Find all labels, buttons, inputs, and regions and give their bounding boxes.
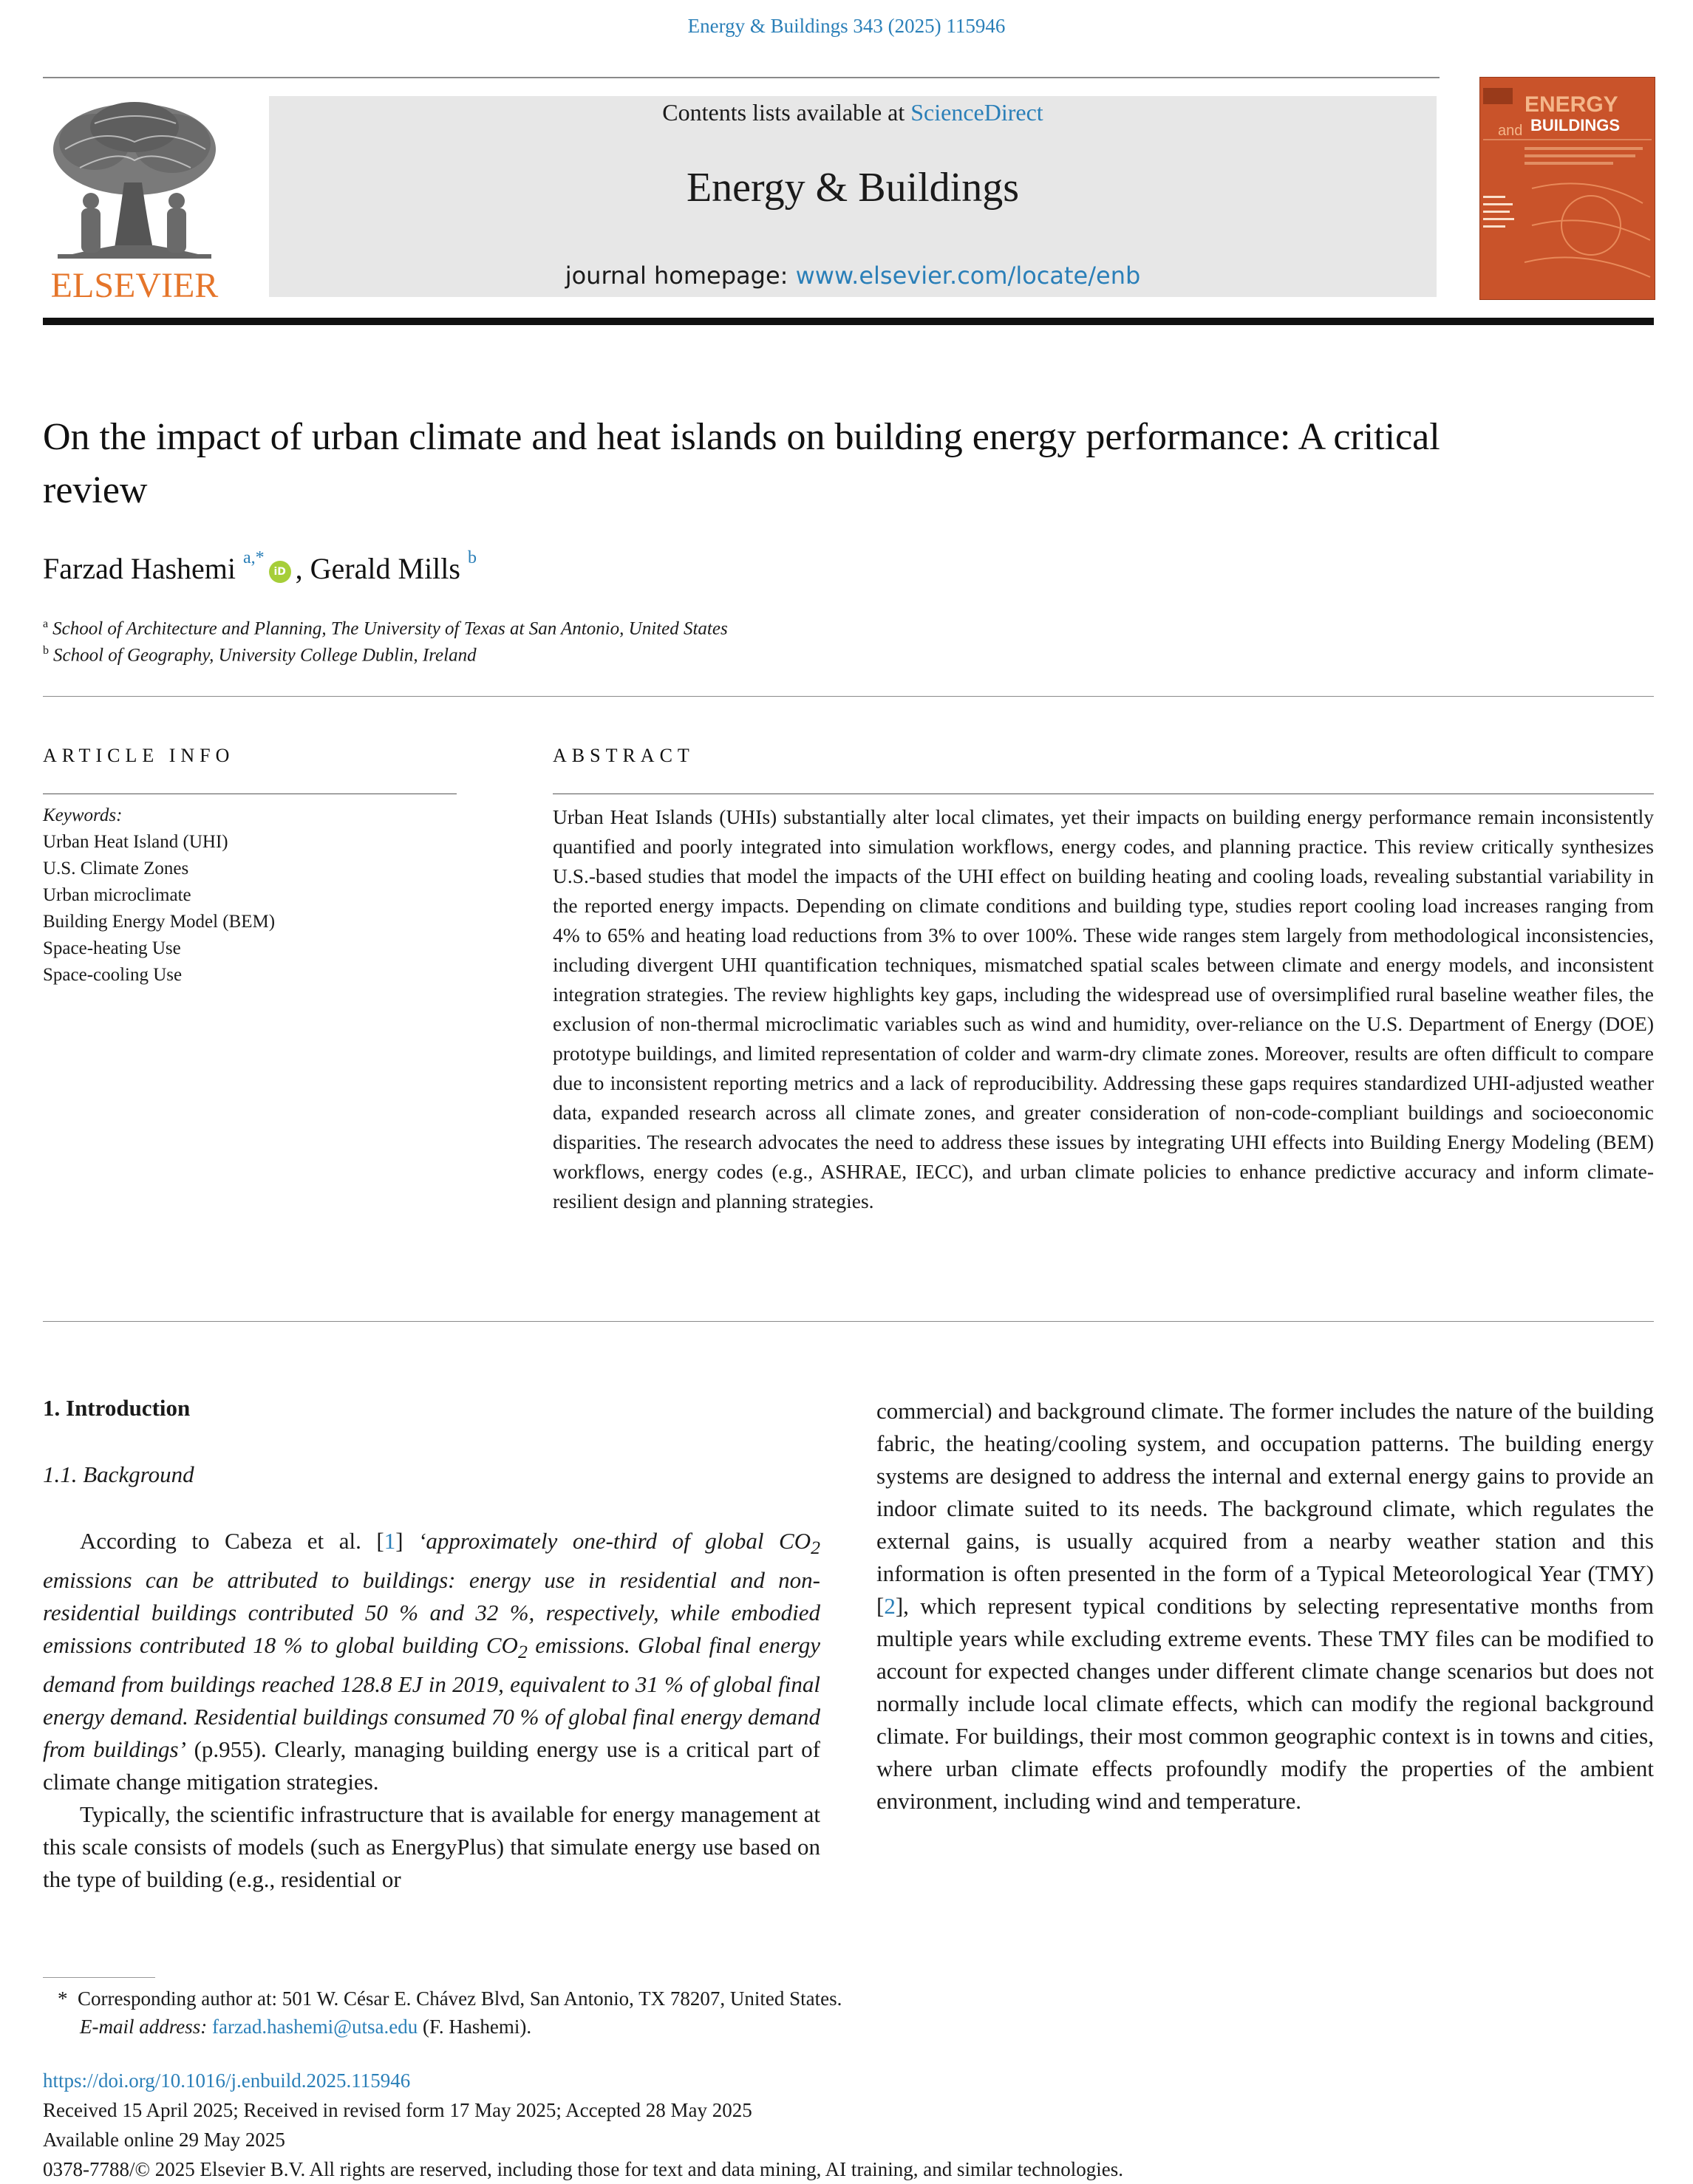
- paragraph: Typically, the scientific infrastructure that is available for energy management at this scale consists of models (such as EnergyPlus) that simulate energy use based on the type of building (e.g., residential or: [43, 1801, 820, 1893]
- article-dates: Received 15 April 2025; Received in revised form 17 May 2025; Accepted 28 May 2025: [43, 2099, 752, 2121]
- keywords-list: [43, 802, 275, 989]
- keyword-item: Urban microclimate: [43, 885, 191, 905]
- divider: [43, 696, 1654, 697]
- section-heading: 1. Introduction: [43, 1395, 191, 1421]
- paragraph: [876, 1395, 1654, 1818]
- svg-text:ENERGY: ENERGY: [1525, 92, 1618, 117]
- author-list: [43, 548, 477, 586]
- contents-prefix: Contents lists available at: [662, 99, 911, 126]
- abstract-heading: ABSTRACT: [553, 745, 695, 766]
- corresponding-author-note: [58, 1985, 842, 2013]
- journal-name: Energy & Buildings: [686, 165, 1020, 211]
- footnote-rule: [43, 1977, 155, 1978]
- footnote-mark: *: [58, 1987, 68, 2010]
- elsevier-tree-icon: [43, 98, 226, 303]
- quote-text: ‘approximately one-third of global CO: [418, 1528, 811, 1554]
- subsection-heading: 1.1. Background: [43, 1461, 194, 1487]
- footnote-text: Corresponding author at: 501 W. César E. Chávez Blvd, San Antonio, TX 78207, United States.: [78, 1987, 842, 2010]
- sciencedirect-link[interactable]: ScienceDirect: [910, 99, 1043, 126]
- copyright: 0378-7788/© 2025 Elsevier B.V. All rights are reserved, including those for text and data mining, AI training, and similar technologies.: [43, 2158, 1123, 2180]
- affiliation-text: School of Geography, University College Dublin, Ireland: [53, 645, 477, 666]
- orcid-icon[interactable]: iD: [269, 561, 291, 583]
- quote-text: emissions can be attributed to buildings: energy use in residential and non-residential buildings contributed 50 % and 32 %, respectively, while embodied emissions contributed 18 % to global building CO: [43, 1567, 820, 1659]
- email-line: [58, 2013, 842, 2041]
- affiliation: [43, 618, 728, 639]
- subscript: 2: [811, 1537, 820, 1559]
- author-separator: ,: [295, 552, 310, 585]
- available-online: Available online 29 May 2025: [43, 2129, 285, 2151]
- svg-text:and: and: [1498, 123, 1523, 139]
- author-affiliation-mark[interactable]: b: [467, 548, 477, 567]
- email-link[interactable]: farzad.hashemi@utsa.edu: [211, 2016, 418, 2038]
- abstract-text: Urban Heat Islands (UHIs) substantially alter local climates, yet their impacts on building energy performance remain inconsistently quantified and poorly integrated into simulation workflows, energy codes, and planning practice. This review critically synthesizes U.S.-based studies that model the impacts of the UHI effect on building heating and cooling loads, revealing substantial variability in the reported energy impacts. Depending on climate conditions and building type, studies report cooling load increases ranging from 4% to 65% and heating load reductions from 3% to over 100%. These wide ranges stem largely from methodological inconsistencies, including divergent UHI quantification techniques, mismatched spatial scales between climate and energy models, and inconsistent integration strategies. The review highlights key gaps, including the widespread use of oversimplified rural baseline weather files, the exclusion of non-thermal microclimatic variables such as wind and humidity, over-reliance on the U.S. Department of Energy (DOE) prototype buildings, and limited representation of colder and warm-dry climate zones. Moreover, results are often difficult to compare due to inconsistent reporting metrics and a lack of reproducibility. Addressing these gaps requires standardized UHI-adjusted weather data, expanded research across all climate zones, and greater consideration of non-code-compliant buildings and socioeconomic disparities. The research advocates the need to address these issues by integrating UHI effects into Building Energy Modeling (BEM) workflows, energy codes (e.g., ASHRAE, IECC), and urban climate policies to enhance predictive accuracy and inform climate-resilient design and planning strategies.: [553, 805, 1654, 1212]
- subscript: 2: [517, 1641, 528, 1663]
- author-name[interactable]: Farzad Hashemi: [43, 552, 236, 585]
- keyword-item: Urban Heat Island (UHI): [43, 832, 228, 852]
- journal-reference[interactable]: Energy & Buildings 343 (2025) 115946: [687, 15, 1006, 37]
- homepage-prefix: journal homepage:: [565, 262, 796, 290]
- elsevier-logo: [43, 98, 226, 303]
- paragraph-text: (p.955). Clearly, managing building energy use is a critical part of climate change mitigation strategies.: [43, 1736, 821, 1795]
- affiliation-mark: a: [43, 618, 49, 630]
- elsevier-wordmark: ELSEVIER: [50, 266, 219, 303]
- citation-link[interactable]: 1: [384, 1528, 396, 1554]
- contents-line: [269, 98, 1437, 127]
- header-thick-rule: [43, 318, 1654, 325]
- paragraph-text: commercial) and background climate. The former includes the nature of the building fabric, the heating/cooling system, and occupation patterns. The building energy systems are designed to address the internal and external energy gains to provide an indoor climate suited to its needs. The background climate, which regulates the external gains, is usually acquired from a nearby weather station and this information is often presented in the form of a Typical Meteorological Year (TMY)[: [876, 1398, 1654, 1619]
- svg-text:BUILDINGS: BUILDINGS: [1530, 116, 1620, 134]
- author-affiliation-mark[interactable]: a,*: [243, 548, 265, 567]
- keyword-item: U.S. Climate Zones: [43, 859, 189, 878]
- homepage-link[interactable]: www.elsevier.com/locate/enb: [795, 262, 1141, 290]
- paragraph-text: ], which represent typical conditions by selecting representative months from multiple years while excluding extreme events. These TMY files can be modified to account for expected changes under different climate change scenarios but does not normally include local climate effects, which can modify the regional background climate. For buildings, their most common geographic context is in towns and cities, where urban climate effects profoundly modify the properties of the ambient environment, including wind and temperature.: [876, 1593, 1654, 1814]
- journal-cover-thumbnail[interactable]: [1479, 77, 1655, 300]
- email-suffix: (F. Hashemi).: [418, 2016, 532, 2038]
- affiliation: [43, 644, 477, 666]
- affiliation-mark: b: [43, 644, 49, 657]
- article-footer: [43, 2066, 1123, 2184]
- journal-banner: [269, 96, 1437, 297]
- header-top-rule: [43, 77, 1440, 78]
- email-label: E-mail address:: [80, 2016, 212, 2038]
- divider: [43, 1321, 1654, 1322]
- keywords-label: Keywords:: [43, 805, 123, 825]
- keyword-item: Space-heating Use: [43, 938, 181, 958]
- homepage-line: [269, 262, 1437, 290]
- keyword-item: Building Energy Model (BEM): [43, 912, 276, 932]
- citation-link[interactable]: 2: [884, 1593, 896, 1619]
- paragraph-text: According to Cabeza et al. [: [80, 1528, 384, 1554]
- author-name[interactable]: Gerald Mills: [310, 552, 460, 585]
- paragraph-text: ]: [395, 1528, 419, 1554]
- doi-link[interactable]: https://doi.org/10.1016/j.enbuild.2025.115946: [43, 2069, 411, 2092]
- body-column-right: [876, 1395, 1654, 1818]
- article-title: On the impact of urban climate and heat islands on building energy performance: A critical review: [43, 416, 1440, 511]
- paragraph: [43, 1525, 820, 1798]
- journal-cover-art: [1480, 78, 1655, 299]
- footnote: [58, 1985, 842, 2041]
- quote-text: emissions. Global final energy demand from buildings reached 128.8 EJ in 2019, equivalent to 31 % of global final energy demand. Residential buildings consumed 70 % of global final energy demand from buildings’: [43, 1632, 820, 1763]
- body-column-left: [43, 1525, 820, 1896]
- affiliation-text: School of Architecture and Planning, The University of Texas at San Antonio, United States: [52, 618, 728, 639]
- article-info-heading: ARTICLE INFO: [43, 745, 235, 766]
- keyword-item: Space-cooling Use: [43, 965, 183, 985]
